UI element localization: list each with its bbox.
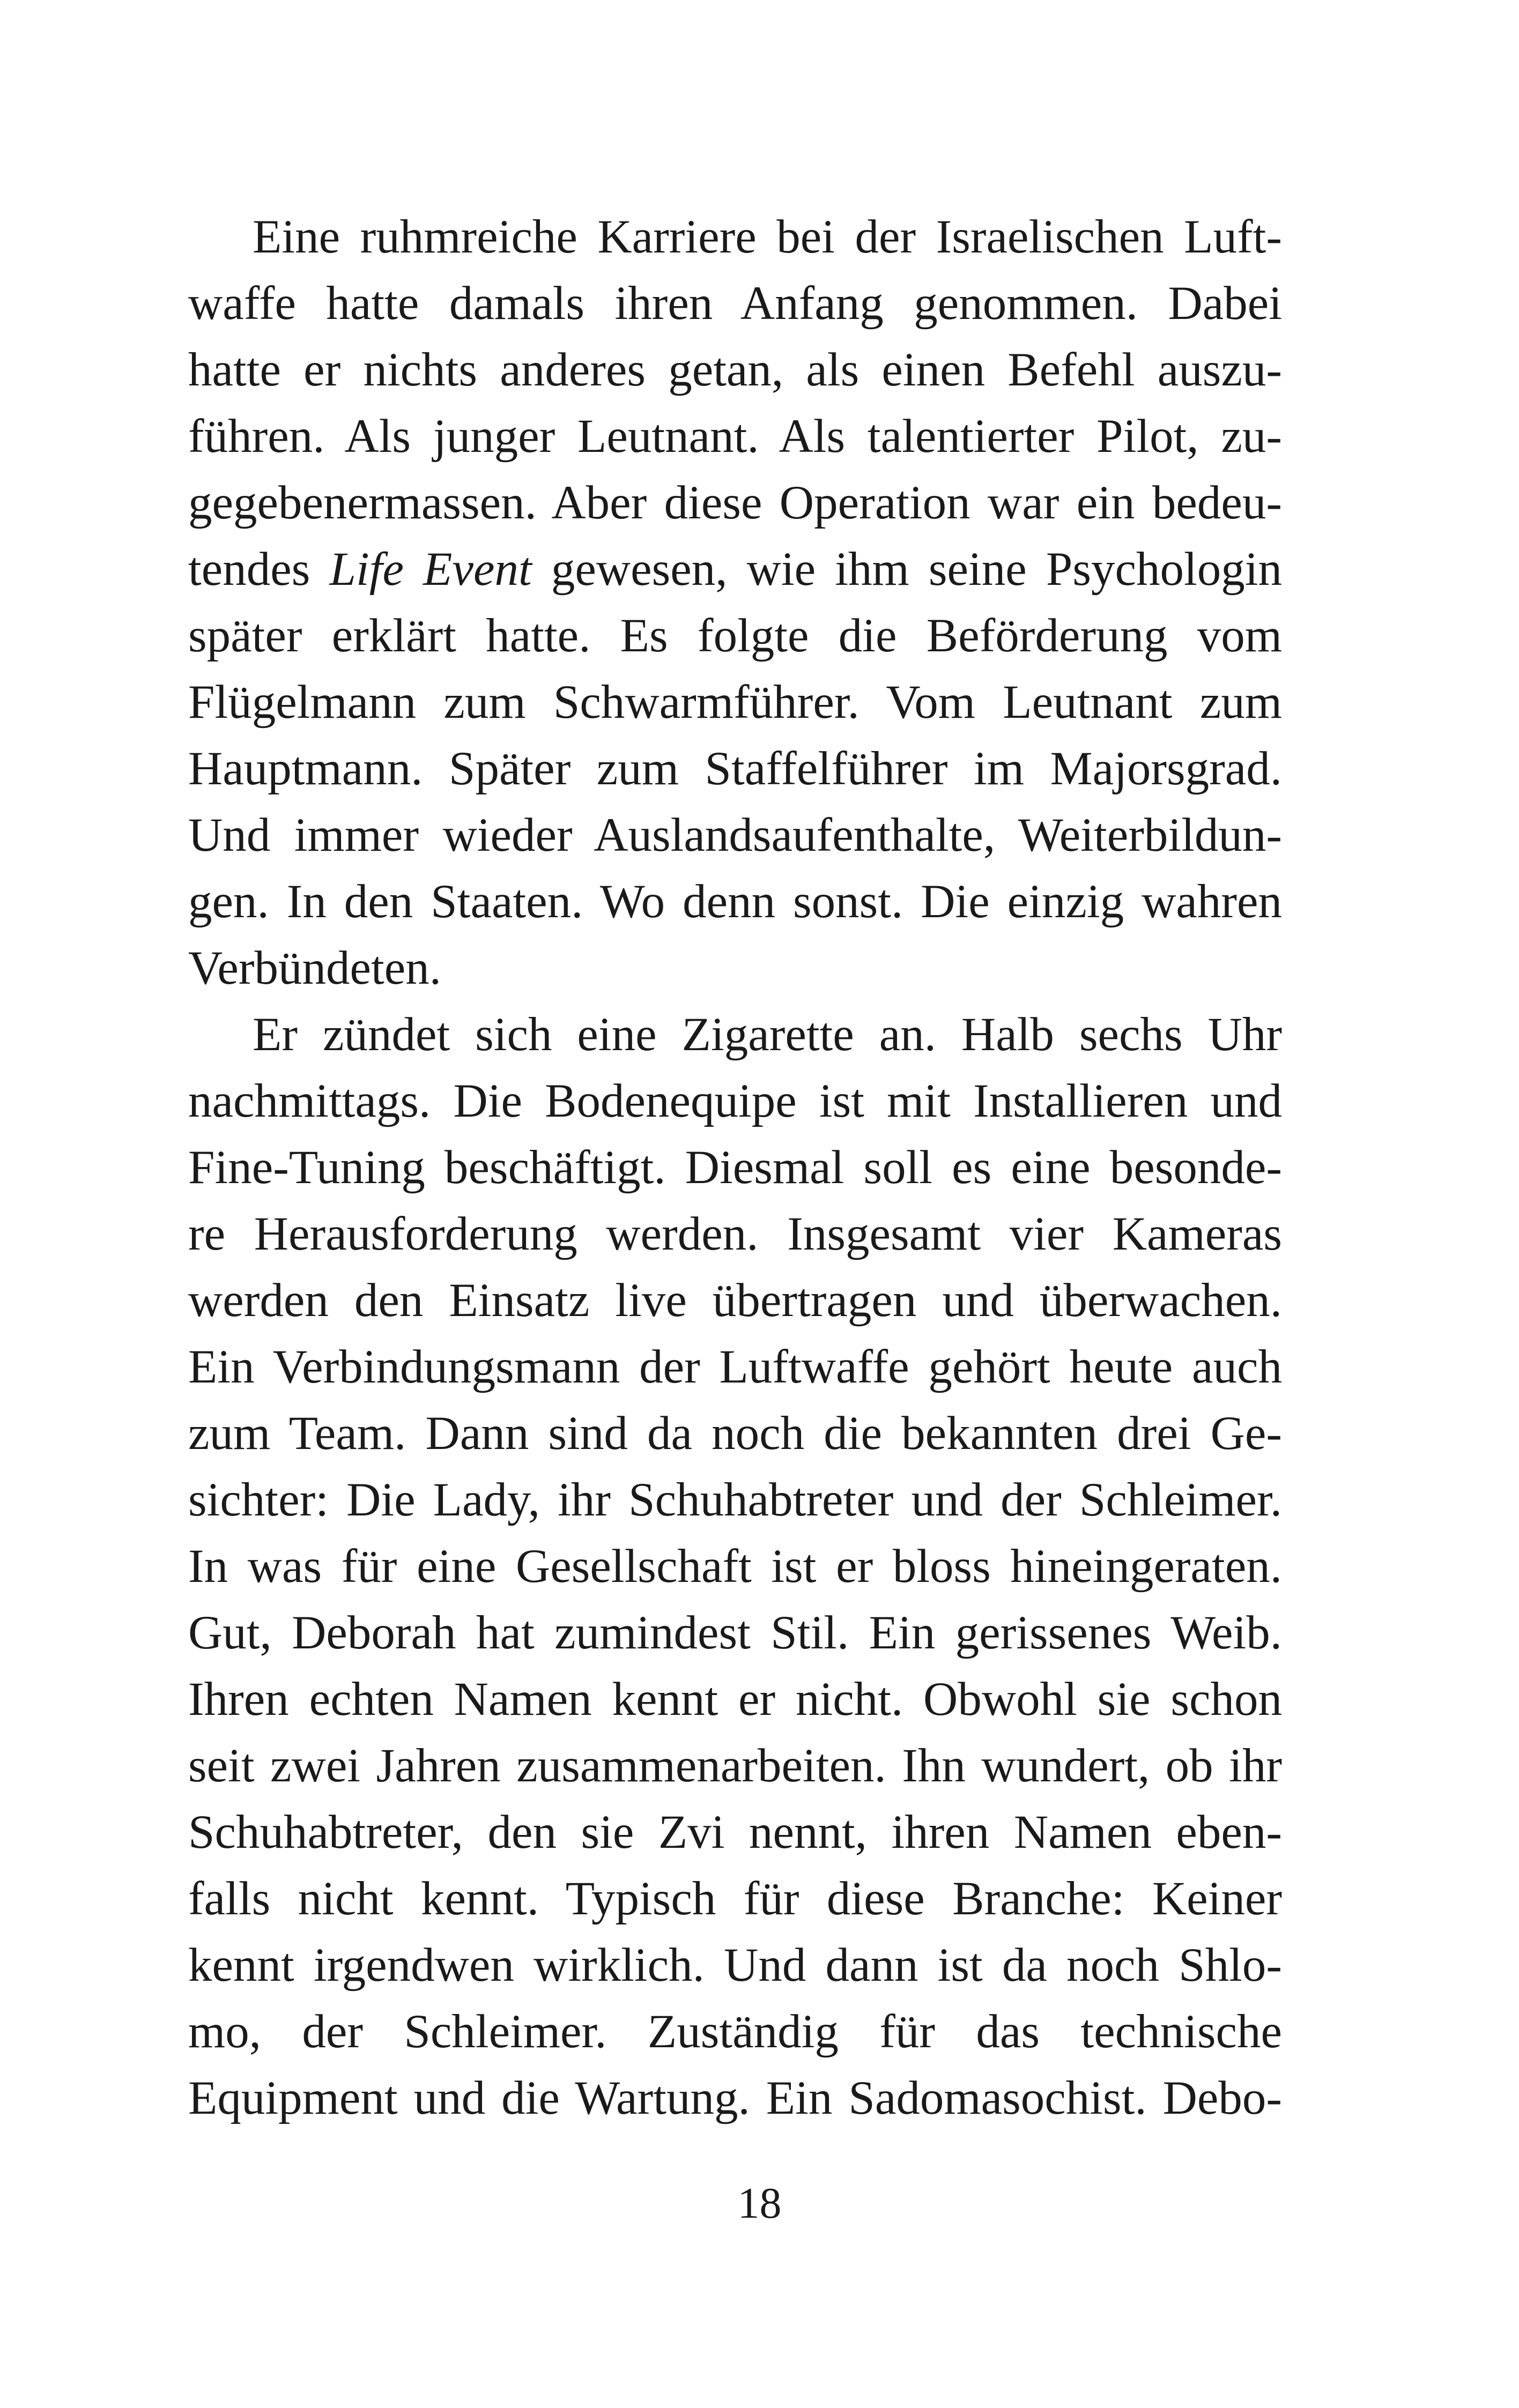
italic-phrase: Life Event: [329, 543, 532, 596]
paragraph-2-line-9: In was für eine Gesellschaft ist er bloss hineingeraten.: [188, 1540, 1282, 1593]
paragraph-1-line-7: später erklärt hatte. Es folgte die Beförderung vom: [188, 610, 1282, 662]
paragraph-2-line-5: werden den Einsatz live übertragen und überwachen.: [188, 1274, 1282, 1327]
line-6-before: tendes: [188, 543, 330, 596]
paragraph-1-line-4: führen. Als junger Leutnant. Als talentierter Pilot, zu-: [188, 410, 1282, 463]
paragraph-2-line-6: Ein Verbindungsmann der Luftwaffe gehört heute auch: [188, 1341, 1282, 1393]
paragraph-1-line-10: Und immer wieder Auslandsaufenthalte, Weiterbildun-: [188, 809, 1282, 861]
paragraph-2-line-10: Gut, Deborah hat zumindest Stil. Ein gerissenes Weib.: [188, 1607, 1282, 1659]
paragraph-2-line-7: zum Team. Dann sind da noch die bekannten drei Ge-: [188, 1407, 1282, 1460]
paragraph-2-line-12: seit zwei Jahren zusammenarbeiten. Ihn wundert, ob ihr: [188, 1740, 1282, 1792]
paragraph-1-line-8: Flügelmann zum Schwarmführer. Vom Leutnant zum: [188, 676, 1282, 729]
paragraph-1-line-5: gegebenermassen. Aber diese Operation war ein bedeu-: [188, 477, 1282, 529]
paragraph-1-line-2: waffe hatte damals ihren Anfang genommen. Dabei: [188, 277, 1282, 330]
paragraph-2-line-3: Fine-Tuning beschäftigt. Diesmal soll es eine besonde-: [188, 1141, 1282, 1194]
page-number: 18: [737, 2179, 782, 2227]
paragraph-2-line-4: re Herausforderung werden. Insgesamt vier Kameras: [188, 1208, 1282, 1260]
paragraph-2-line-17: Equipment und die Wartung. Ein Sadomasochist. Debo-: [188, 2072, 1282, 2124]
paragraph-1-line-11: gen. In den Staaten. Wo denn sonst. Die einzig wahren: [188, 875, 1282, 928]
paragraph-1-line-3: hatte er nichts anderes getan, als einen Befehl auszu-: [188, 344, 1282, 396]
paragraph-1-line-1: Eine ruhmreiche Karriere bei der Israelischen Luft-: [253, 211, 1282, 263]
line-6-after: gewesen, wie ihm seine Psychologin: [531, 543, 1282, 596]
paragraph-2-line-16: mo, der Schleimer. Zuständig für das technische: [188, 2005, 1282, 2058]
paragraph-2-line-8: sichter: Die Lady, ihr Schuhabtreter und der Schleimer.: [188, 1474, 1282, 1526]
paragraph-2-line-11: Ihren echten Namen kennt er nicht. Obwohl sie schon: [188, 1673, 1282, 1726]
paragraph-2-line-14: falls nicht kennt. Typisch für diese Branche: Keiner: [188, 1872, 1282, 1925]
paragraph-2-line-15: kennt irgendwen wirklich. Und dann ist da noch Shlo-: [188, 1939, 1282, 1991]
paragraph-1-line-9: Hauptmann. Später zum Staffelführer im Majorsgrad.: [188, 742, 1282, 795]
paragraph-2-line-2: nachmittags. Die Bodenequipe ist mit Installieren und: [188, 1075, 1282, 1127]
paragraph-1-line-12: Verbündeten.: [188, 942, 442, 994]
paragraph-1-line-6: [188, 536, 1282, 603]
paragraph-2-line-1: Er zündet sich eine Zigarette an. Halb sechs Uhr: [253, 1008, 1282, 1061]
paragraph-2-line-13: Schuhabtreter, den sie Zvi nennt, ihren Namen eben-: [188, 1806, 1282, 1859]
body-text: [188, 204, 1282, 2131]
